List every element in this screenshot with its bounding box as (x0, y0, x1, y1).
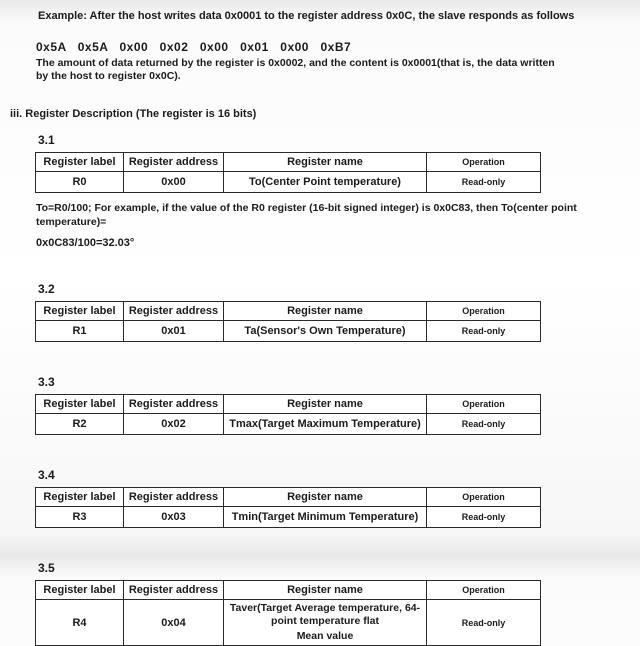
column-header-operation: Operation (427, 488, 541, 507)
example-note (36, 57, 610, 84)
column-header-register-label: Register label (36, 302, 124, 321)
register-section-3-5 (0, 561, 640, 645)
column-header-register-address: Register address (124, 302, 224, 321)
table-row (36, 507, 541, 528)
register-section-3-2 (0, 282, 640, 342)
column-header-operation: Operation (427, 581, 541, 600)
table-header-row (36, 395, 541, 414)
column-header-register-name: Register name (224, 488, 427, 507)
column-header-register-label: Register label (36, 153, 124, 172)
operation-cell: Read-only (427, 172, 541, 193)
operation-cell: Read-only (427, 321, 541, 342)
operation-cell: Read-only (427, 507, 541, 528)
column-header-register-name: Register name (224, 153, 427, 172)
column-header-register-label: Register label (36, 581, 124, 600)
table-row (36, 321, 541, 342)
register-table (35, 487, 541, 528)
section-number: 3.4 (38, 468, 55, 483)
register-name-line1: Taver(Target Average temperature, 64-point temperature flat (229, 602, 421, 628)
column-header-register-address: Register address (124, 581, 224, 600)
section-number: 3.3 (38, 375, 55, 390)
table-row (36, 414, 541, 435)
register-name-cell: Ta(Sensor's Own Temperature) (224, 321, 427, 342)
operation-cell: Read-only (427, 414, 541, 435)
column-header-register-label: Register label (36, 488, 124, 507)
register-name-cell (224, 600, 427, 645)
column-header-operation: Operation (427, 395, 541, 414)
register-table (35, 152, 541, 193)
table-header-row (36, 302, 541, 321)
section-number: 3.2 (38, 282, 55, 297)
register-label-cell: R1 (36, 321, 124, 342)
table-note-line2: 0x0C83/100=32.03° (36, 237, 135, 250)
table-header-row (36, 488, 541, 507)
table-row (36, 172, 541, 193)
column-header-operation: Operation (427, 153, 541, 172)
hex-response-line: 0x5A 0x5A 0x00 0x02 0x00 0x01 0x00 0xB7 (36, 39, 352, 54)
column-header-operation: Operation (427, 302, 541, 321)
register-label-cell: R4 (36, 600, 124, 645)
table-header-row (36, 153, 541, 172)
register-address-cell: 0x01 (124, 321, 224, 342)
register-address-cell: 0x04 (124, 600, 224, 645)
register-address-cell: 0x03 (124, 507, 224, 528)
operation-cell: Read-only (427, 600, 541, 645)
register-name-cell: Tmin(Target Minimum Temperature) (224, 507, 427, 528)
section-number: 3.1 (38, 133, 55, 148)
register-table (35, 580, 541, 645)
register-section-3-3 (0, 375, 640, 435)
register-address-cell: 0x00 (124, 172, 224, 193)
table-note-line1: To=R0/100; For example, if the value of the R0 register (16-bit signed integer) is 0x0C83, then To(center point temperature)= (36, 202, 577, 228)
register-description-heading: iii. Register Description (The register is 16 bits) (10, 108, 257, 121)
register-label-cell: R0 (36, 172, 124, 193)
register-label-cell: R2 (36, 414, 124, 435)
column-header-register-name: Register name (224, 395, 427, 414)
table-header-row (36, 581, 541, 600)
column-header-register-address: Register address (124, 153, 224, 172)
example-note-line2: by the host to register 0x0C). (36, 70, 181, 83)
register-address-cell: 0x02 (124, 414, 224, 435)
register-table (35, 301, 541, 342)
section-number: 3.5 (38, 561, 55, 576)
register-section-3-1 (0, 133, 640, 249)
table-row (36, 600, 541, 645)
register-section-3-4 (0, 468, 640, 528)
column-header-register-address: Register address (124, 488, 224, 507)
register-label-cell: R3 (36, 507, 124, 528)
column-header-register-name: Register name (224, 581, 427, 600)
register-table (35, 394, 541, 435)
example-heading: Example: After the host writes data 0x0001 to the register address 0x0C, the slave responds as follows (38, 10, 575, 22)
column-header-register-address: Register address (124, 395, 224, 414)
example-note-line1: The amount of data returned by the register is 0x0002, and the content is 0x0001(that is, the data written (36, 56, 555, 69)
register-name-line2: Mean value (296, 629, 354, 642)
register-name-cell: To(Center Point temperature) (224, 172, 427, 193)
column-header-register-label: Register label (36, 395, 124, 414)
register-name-cell: Tmax(Target Maximum Temperature) (224, 414, 427, 435)
column-header-register-name: Register name (224, 302, 427, 321)
